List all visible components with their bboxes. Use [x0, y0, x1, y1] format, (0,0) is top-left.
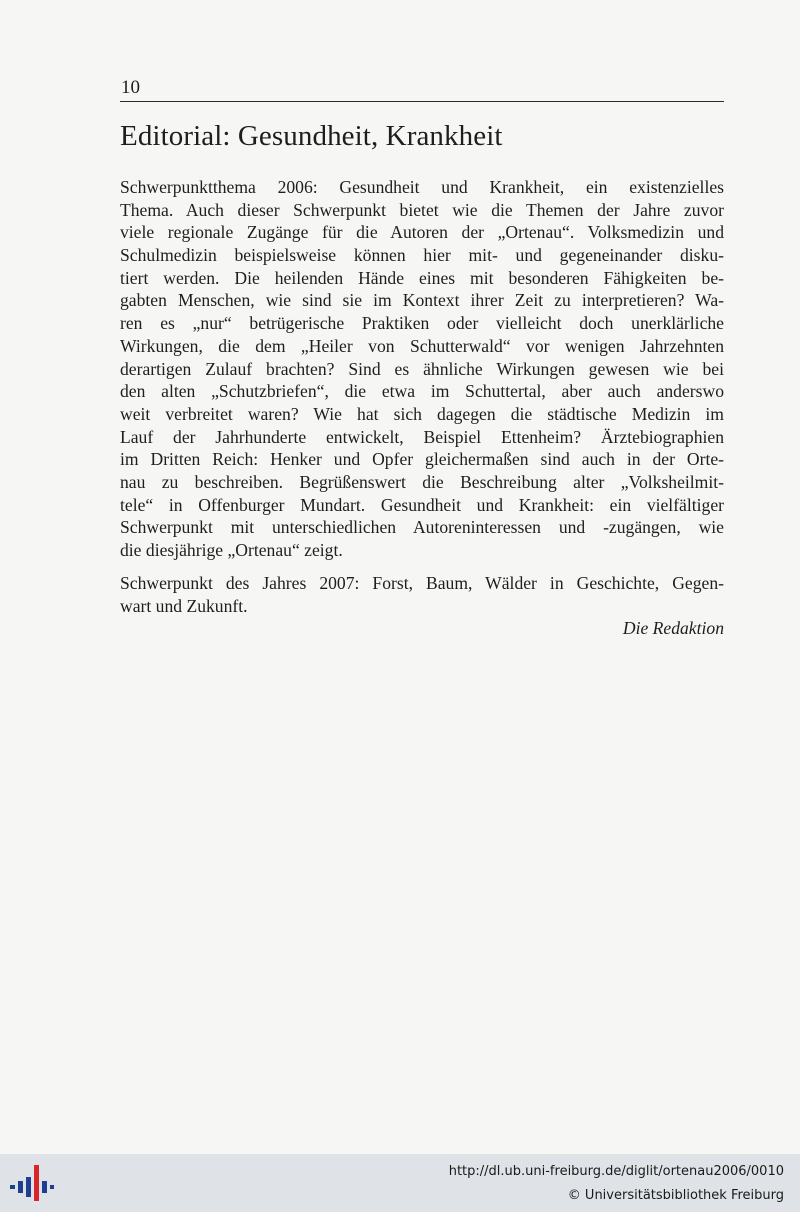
body-line: Thema. Auch dieser Schwerpunkt bietet wie die Themen der Jahre zuvor — [120, 199, 724, 220]
body-line: Wirkungen, die dem „Heiler von Schutterwald“ vor wenigen Jahrzehnten — [120, 335, 724, 356]
body-line: ren es „nur“ betrügerische Praktiken oder vielleicht doch unerklärliche — [120, 313, 724, 334]
outlook-line: Schwerpunkt des Jahres 2007: Forst, Baum, Wälder in Geschichte, Gegen- — [120, 573, 724, 593]
page-title: Editorial: Gesundheit, Krankheit — [120, 120, 503, 152]
body-line: nau zu beschreiben. Begrüßenswert die Beschreibung alter „Volksheilmit- — [120, 471, 724, 492]
body-line: viele regionale Zugänge für die Autoren der „Ortenau“. Volksmedizin und — [120, 222, 724, 243]
body-line: tele“ in Offenburger Mundart. Gesundheit und Krankheit: ein vielfältiger — [120, 494, 724, 515]
outlook-line: wart und Zukunft. — [120, 595, 248, 616]
outlook-paragraph — [120, 572, 724, 617]
header-rule — [120, 101, 724, 102]
body-line: gabten Menschen, wie sind sie im Kontext ihrer Zeit zu interpretieren? Wa- — [120, 290, 724, 311]
ub-freiburg-logo-icon — [10, 1163, 54, 1203]
body-line: tiert werden. Die heilenden Hände eines mit besonderen Fähigkeiten be- — [120, 267, 724, 288]
body-line: derartigen Zulauf brachten? Sind es ähnliche Wirkungen gewesen wie bei — [120, 358, 724, 379]
body-line: weit verbreitet waren? Wie hat sich dagegen die städtische Medizin im — [120, 403, 724, 424]
body-line: Schulmedizin beispielsweise können hier mit- und gegeneinander disku- — [120, 245, 724, 266]
body-line: Schwerpunkt mit unterschiedlichen Autoreninteressen und -zugängen, wie — [120, 517, 724, 538]
body-line: im Dritten Reich: Henker und Opfer gleichermaßen sind auch in der Orte- — [120, 449, 724, 470]
signature: Die Redaktion — [622, 618, 724, 638]
body-line: die diesjährige „Ortenau“ zeigt. — [120, 540, 343, 560]
body-line: den alten „Schutzbriefen“, die etwa im Schuttertal, aber auch anderswo — [120, 381, 724, 402]
source-url-link[interactable]: http://dl.ub.uni-freiburg.de/diglit/ortenau2006/0010 — [448, 1164, 784, 1179]
body-line: Schwerpunktthema 2006: Gesundheit und Krankheit, ein existenzielles — [120, 177, 724, 197]
editorial-body — [120, 176, 724, 562]
body-line: Lauf der Jahrhunderte entwickelt, Beispiel Ettenheim? Ärztebiographien — [120, 426, 724, 447]
footer-bar — [0, 1154, 800, 1212]
copyright-notice: © Universitätsbibliothek Freiburg — [567, 1188, 784, 1203]
page-number: 10 — [121, 77, 140, 98]
